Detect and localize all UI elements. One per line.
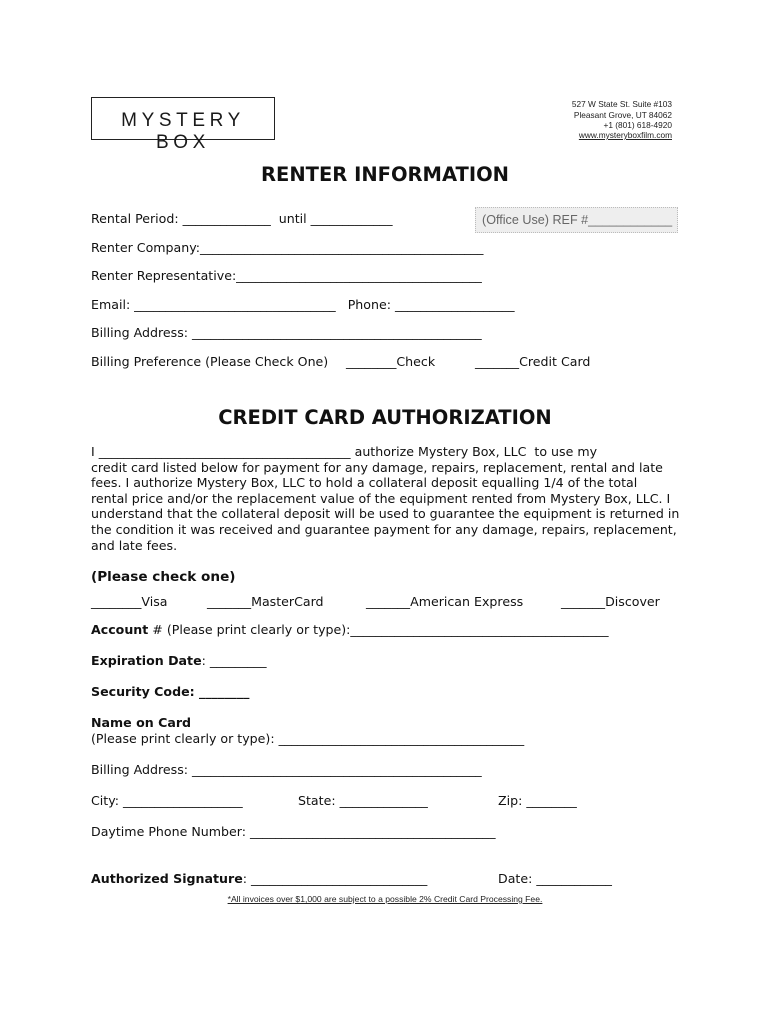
security-code-field[interactable]: Security Code: ________ xyxy=(91,684,250,699)
address-city: Pleasant Grove, UT 84062 xyxy=(573,110,672,120)
account-label: Account xyxy=(91,622,149,637)
authorization-line: rental price and/or the replacement value of the equipment rented from Mystery Box, LLC. I xyxy=(91,490,671,506)
check-one-label: (Please check one) xyxy=(91,569,236,585)
authorization-line: the condition it was received and guarantee payment for any damage, repairs, replacement, xyxy=(91,521,677,537)
address-street: 527 W State St. Suite #103 xyxy=(571,99,672,109)
date-field[interactable]: Date: ____________ xyxy=(498,871,612,886)
authorization-line: fees. I authorize Mystery Box, LLC to hold a collateral deposit equalling 1/4 of the total xyxy=(91,475,638,491)
email-phone-field[interactable]: Email: ________________________________ Phone: ___________________ xyxy=(91,297,515,312)
authorization-paragraph xyxy=(91,444,681,553)
authorization-line: understand that the collateral deposit will be used to guarantee the equipment is returned in xyxy=(91,506,680,522)
credit-card-authorization-title: CREDIT CARD AUTHORIZATION xyxy=(218,406,552,429)
expiration-line: : _________ xyxy=(201,653,267,668)
account-number-field[interactable] xyxy=(91,622,609,637)
billing-preference-label: Billing Preference (Please Check One) xyxy=(91,354,329,369)
renter-representative-field[interactable]: Renter Representative:_______________________________________ xyxy=(91,268,482,283)
expiration-date-field[interactable] xyxy=(91,653,267,668)
logo xyxy=(91,97,275,153)
billing-credit-card-option[interactable]: _______Credit Card xyxy=(475,354,591,369)
renter-information-title: RENTER INFORMATION xyxy=(260,163,509,186)
city-field[interactable]: City: ___________________ xyxy=(91,793,243,808)
logo-text: MYSTERY BOX xyxy=(121,110,245,153)
billing-check-option[interactable]: ________Check xyxy=(346,354,436,369)
expiration-label: Expiration Date xyxy=(91,653,202,668)
authorization-line[interactable]: I ________________________________________ authorize Mystery Box, LLC to use my xyxy=(91,444,598,459)
card-discover-option[interactable]: _______Discover xyxy=(561,594,660,609)
address-website-link[interactable]: www.mysteryboxfilm.com xyxy=(578,130,672,140)
card-visa-option[interactable]: ________Visa xyxy=(91,594,168,609)
zip-field[interactable]: Zip: ________ xyxy=(498,793,577,808)
card-mastercard-option[interactable]: _______MasterCard xyxy=(207,594,324,609)
authorization-line: and late fees. xyxy=(91,537,178,553)
name-on-card-label: Name on Card xyxy=(91,715,192,730)
daytime-phone-field[interactable]: Daytime Phone Number: _______________________________________ xyxy=(91,824,496,839)
office-use-ref-field: (Office Use) REF #____________ xyxy=(475,207,678,233)
renter-company-field[interactable]: Renter Company:_____________________________________________ xyxy=(91,240,484,255)
signature-label: Authorized Signature xyxy=(91,871,243,886)
authorized-signature-field[interactable] xyxy=(91,871,427,886)
signature-line: : ____________________________ xyxy=(242,871,428,886)
address-phone: +1 (801) 618-4920 xyxy=(603,120,672,130)
billing-address-field[interactable]: Billing Address: ______________________________________________ xyxy=(91,325,482,340)
state-field[interactable]: State: ______________ xyxy=(298,793,428,808)
card-amex-option[interactable]: _______American Express xyxy=(366,594,524,609)
name-on-card-field[interactable]: (Please print clearly or type): _______________________________________ xyxy=(91,731,525,746)
card-billing-address-field[interactable]: Billing Address: ______________________________________________ xyxy=(91,762,482,777)
account-line: # (Please print clearly or type):_________________________________________ xyxy=(148,622,609,637)
processing-fee-footnote: *All invoices over $1,000 are subject to a possible 2% Credit Card Processing Fee. xyxy=(227,894,543,904)
authorization-line: credit card listed below for payment for any damage, repairs, replacement, rental and late xyxy=(91,459,663,475)
rental-period-field[interactable]: Rental Period: ______________ until _____________ xyxy=(91,211,393,226)
